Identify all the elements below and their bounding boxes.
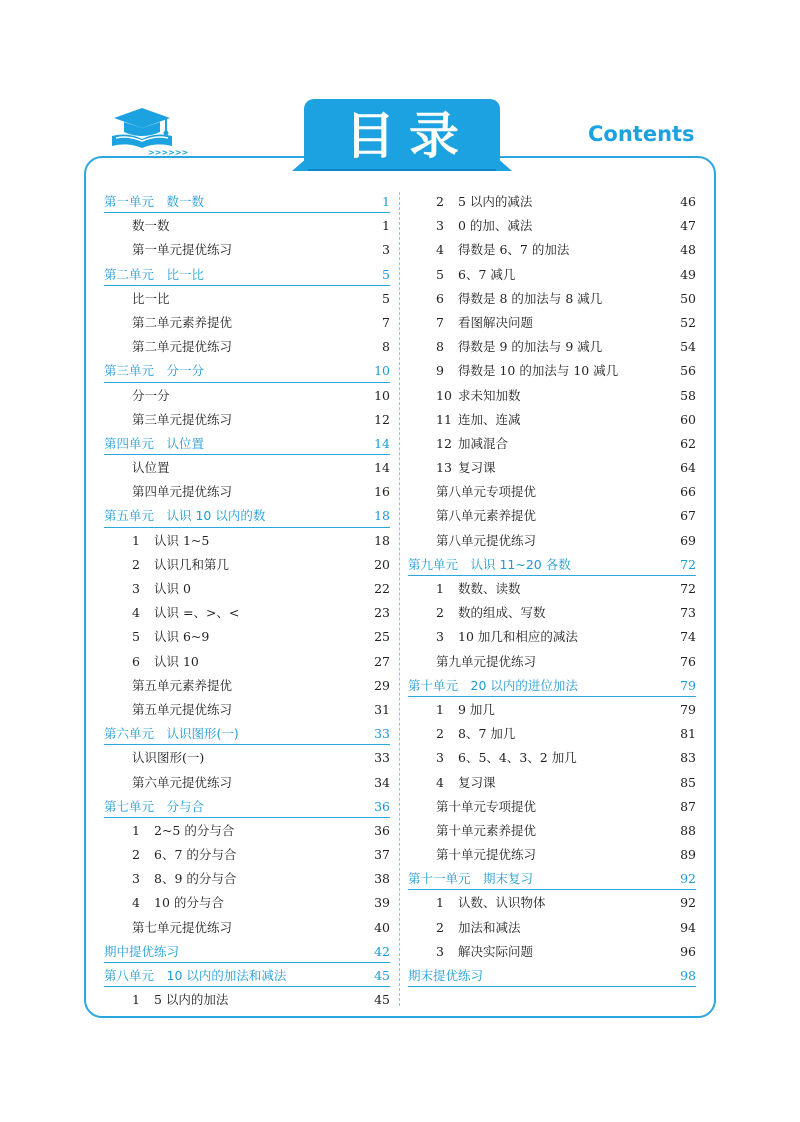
toc-page-number: 36 xyxy=(374,798,390,814)
toc-page-number: 23 xyxy=(374,605,390,621)
toc-page-number: 74 xyxy=(680,629,696,645)
toc-page-number: 72 xyxy=(680,556,696,572)
toc-page-number: 42 xyxy=(374,943,390,959)
toc-entry-number: 3 xyxy=(436,218,444,234)
toc-entry xyxy=(104,625,390,649)
toc-page-number: 5 xyxy=(382,290,390,306)
toc-entry-number: 6 xyxy=(436,290,444,306)
toc-entry-number: 5 xyxy=(436,266,444,282)
toc-entry-number: 2 xyxy=(436,605,444,621)
toc-page-number: 7 xyxy=(382,314,390,330)
toc-page-number: 20 xyxy=(374,556,390,572)
toc-entry-label: 2~5 的分与合 xyxy=(154,822,235,838)
toc-entry-label: 10 的分与合 xyxy=(154,895,224,911)
toc-page-number: 83 xyxy=(680,750,696,766)
toc-entry-label: 第六单元 认识图形(一) xyxy=(104,726,239,742)
toc-entry xyxy=(104,988,390,1012)
toc-entry xyxy=(408,263,696,287)
toc-entry-number: 1 xyxy=(436,701,444,717)
toc-page-number: 79 xyxy=(680,677,696,693)
toc-entry-number: 3 xyxy=(132,581,140,596)
toc-entry xyxy=(104,650,390,674)
toc-entry xyxy=(408,940,696,964)
toc-entry-label: 认识 0 xyxy=(154,581,191,596)
toc-entry-label: 数数、读数 xyxy=(458,581,521,596)
toc-entry-number: 12 xyxy=(436,435,452,451)
toc-entry xyxy=(104,601,390,625)
toc-page-number: 47 xyxy=(680,218,696,234)
toc-entry-label: 数一数 xyxy=(132,218,170,234)
toc-entry-label: 第三单元 分一分 xyxy=(104,363,205,379)
toc-entry-label: 第九单元提优练习 xyxy=(436,653,537,669)
toc-entry-label: 6、7 的分与合 xyxy=(154,847,237,863)
toc-entry-number: 3 xyxy=(436,943,444,959)
toc-entry xyxy=(104,674,390,698)
toc-page-number: 8 xyxy=(382,339,390,355)
toc-entry xyxy=(408,480,696,504)
toc-unit-heading xyxy=(104,263,390,287)
toc-page-number: 96 xyxy=(680,943,696,959)
toc-entry xyxy=(408,916,696,940)
toc-page-number: 66 xyxy=(680,484,696,500)
toc-entry-label: 第八单元专项提优 xyxy=(436,484,537,500)
toc-entry xyxy=(408,529,696,553)
toc-entry xyxy=(104,529,390,553)
toc-entry xyxy=(104,408,390,432)
toc-page-number: 12 xyxy=(374,411,390,427)
toc-entry xyxy=(408,891,696,915)
toc-page-number: 36 xyxy=(374,822,390,838)
toc-entry-label: 加减混合 xyxy=(458,435,509,451)
toc-entry-label: 第七单元 分与合 xyxy=(104,798,205,814)
toc-page-number: 58 xyxy=(680,387,696,403)
toc-entry-label: 第九单元 认识 11~20 各数 xyxy=(408,556,571,572)
toc-entry-number: 11 xyxy=(436,411,452,427)
graduation-cap-book-icon xyxy=(108,106,188,156)
toc-page-number: 52 xyxy=(680,314,696,330)
toc-page-number: 48 xyxy=(680,242,696,258)
toc-entry-number: 13 xyxy=(436,460,452,476)
toc-page-number: 31 xyxy=(374,701,390,717)
toc-entry-label: 0 的加、减法 xyxy=(458,218,533,234)
toc-entry-number: 3 xyxy=(436,750,444,766)
toc-page-number: 50 xyxy=(680,290,696,306)
toc-page-number: 27 xyxy=(374,653,390,669)
toc-entry-label: 期末提优练习 xyxy=(408,968,484,983)
toc-entry xyxy=(408,746,696,770)
toc-unit-heading xyxy=(408,553,696,577)
toc-entry xyxy=(408,190,696,214)
toc-entry-number: 6 xyxy=(132,653,140,669)
toc-page-number: 22 xyxy=(374,581,390,596)
toc-entry xyxy=(408,504,696,528)
toc-entry xyxy=(408,214,696,238)
toc-entry xyxy=(104,867,390,891)
toc-entry-label: 5 以内的减法 xyxy=(458,194,533,209)
toc-page-number: 89 xyxy=(680,847,696,863)
toc-page-number: 73 xyxy=(680,605,696,621)
toc-entry-number: 3 xyxy=(436,629,444,645)
toc-entry-label: 看图解决问题 xyxy=(458,314,534,330)
toc-entry-label: 第一单元 数一数 xyxy=(104,194,205,209)
toc-unit-heading xyxy=(104,722,390,746)
toc-entry-number: 2 xyxy=(436,194,444,209)
contents-heading: Contents xyxy=(588,122,695,146)
toc-entry xyxy=(104,480,390,504)
toc-page-number: 56 xyxy=(680,363,696,379)
toc-entry-label: 第二单元 比一比 xyxy=(104,266,205,282)
toc-entry xyxy=(104,384,390,408)
toc-entry xyxy=(104,553,390,577)
toc-page-number: 3 xyxy=(382,242,390,258)
toc-entry-number: 7 xyxy=(436,314,444,330)
toc-entry-label: 第二单元提优练习 xyxy=(132,339,233,355)
toc-entry-label: 第七单元提优练习 xyxy=(132,919,233,935)
toc-entry-label: 第十单元专项提优 xyxy=(436,798,537,814)
toc-page-number: 39 xyxy=(374,895,390,911)
toc-entry xyxy=(104,698,390,722)
toc-entry xyxy=(408,359,696,383)
toc-entry-label: 8、9 的分与合 xyxy=(154,871,237,887)
toc-entry-number: 1 xyxy=(436,895,444,911)
toc-unit-heading xyxy=(104,359,390,383)
toc-page-number: 69 xyxy=(680,532,696,548)
toc-entry xyxy=(408,819,696,843)
toc-entry-number: 2 xyxy=(132,847,140,863)
page-title: 目录 xyxy=(345,107,473,165)
toc-entry xyxy=(408,795,696,819)
toc-unit-heading xyxy=(104,432,390,456)
toc-entry-label: 求未知加数 xyxy=(458,387,521,403)
toc-page-number: 10 xyxy=(374,387,390,403)
toc-page-number: 92 xyxy=(680,871,696,887)
toc-entry xyxy=(104,214,390,238)
toc-entry-label: 复习课 xyxy=(458,460,496,476)
toc-entry xyxy=(408,335,696,359)
toc-page-number: 40 xyxy=(374,919,390,935)
toc-entry-label: 第四单元 认位置 xyxy=(104,435,205,451)
toc-entry xyxy=(408,432,696,456)
toc-unit-heading xyxy=(408,674,696,698)
toc-entry-label: 第十一单元 期末复习 xyxy=(408,871,534,887)
toc-entry-label: 比一比 xyxy=(132,290,170,306)
toc-entry-number: 9 xyxy=(436,363,444,379)
toc-entry-label: 认识图形(一) xyxy=(132,750,205,766)
toc-entry xyxy=(104,311,390,335)
toc-entry xyxy=(104,456,390,480)
toc-page-number: 37 xyxy=(374,847,390,863)
svg-text:>>>>>>: >>>>>> xyxy=(148,148,188,156)
toc-page-number: 94 xyxy=(680,919,696,935)
toc-unit-heading xyxy=(104,504,390,528)
toc-entry xyxy=(408,650,696,674)
toc-entry-label: 第五单元提优练习 xyxy=(132,701,233,717)
toc-entry-label: 得数是 8 的加法与 8 减几 xyxy=(458,290,603,306)
toc-entry xyxy=(408,698,696,722)
toc-entry-number: 4 xyxy=(436,242,444,258)
toc-page-number: 14 xyxy=(374,460,390,476)
toc-entry-label: 得数是 9 的加法与 9 减几 xyxy=(458,339,603,355)
toc-entry-number: 8 xyxy=(436,339,444,355)
toc-entry xyxy=(104,335,390,359)
toc-page-number: 62 xyxy=(680,435,696,451)
toc-page-number: 18 xyxy=(374,532,390,548)
toc-entry xyxy=(104,287,390,311)
toc-unit-heading xyxy=(408,964,696,988)
toc-entry xyxy=(408,722,696,746)
toc-entry-label: 认识 =、>、< xyxy=(154,605,240,621)
toc-entry-label: 第十单元 20 以内的进位加法 xyxy=(408,677,578,693)
toc-page-number: 18 xyxy=(374,508,390,524)
column-divider xyxy=(399,192,400,1006)
toc-entry-label: 连加、连减 xyxy=(458,411,521,427)
toc-entry xyxy=(408,384,696,408)
toc-entry-label: 认数、认识物体 xyxy=(458,895,546,911)
toc-unit-heading xyxy=(104,795,390,819)
toc-entry-label: 第八单元 10 以内的加法和减法 xyxy=(104,968,287,983)
toc-entry-label: 加法和减法 xyxy=(458,919,521,935)
toc-entry-label: 第八单元提优练习 xyxy=(436,532,537,548)
toc-entry-label: 5 以内的加法 xyxy=(154,992,229,1008)
toc-entry-label: 分一分 xyxy=(132,387,170,403)
toc-page-number: 10 xyxy=(374,363,390,379)
toc-entry-label: 第十单元素养提优 xyxy=(436,822,537,838)
toc-entry-number: 1 xyxy=(436,581,444,596)
toc-page-number: 85 xyxy=(680,774,696,790)
toc-entry-label: 第三单元提优练习 xyxy=(132,411,233,427)
toc-page-number: 49 xyxy=(680,266,696,282)
toc-entry-label: 认识几和第几 xyxy=(154,556,230,572)
toc-entry-label: 第十单元提优练习 xyxy=(436,847,537,863)
toc-entry xyxy=(408,408,696,432)
toc-entry xyxy=(408,456,696,480)
toc-entry xyxy=(408,771,696,795)
toc-entry xyxy=(408,287,696,311)
toc-page-number: 98 xyxy=(680,968,696,983)
toc-entry-number: 10 xyxy=(436,387,452,403)
toc-entry-label: 得数是 10 的加法与 10 减几 xyxy=(458,363,619,379)
toc-page-number: 1 xyxy=(382,194,390,209)
toc-page-number: 33 xyxy=(374,726,390,742)
toc-entry-number: 2 xyxy=(132,556,140,572)
toc-entry xyxy=(408,843,696,867)
toc-page-number: 76 xyxy=(680,653,696,669)
toc-page-number: 25 xyxy=(374,629,390,645)
toc-page-number: 16 xyxy=(374,484,390,500)
toc-entry-number: 2 xyxy=(436,726,444,742)
toc-page-number: 79 xyxy=(680,701,696,717)
toc-right-column xyxy=(408,190,696,988)
toc-entry-label: 第八单元素养提优 xyxy=(436,508,537,524)
toc-entry-number: 5 xyxy=(132,629,140,645)
toc-entry xyxy=(104,746,390,770)
toc-unit-heading xyxy=(104,964,390,988)
toc-entry-label: 期中提优练习 xyxy=(104,943,180,959)
toc-entry-label: 认位置 xyxy=(132,460,170,476)
toc-entry-label: 第四单元提优练习 xyxy=(132,484,233,500)
toc-entry-label: 得数是 6、7 的加法 xyxy=(458,242,570,258)
toc-page-number: 1 xyxy=(382,218,390,234)
toc-page-number: 60 xyxy=(680,411,696,427)
toc-page-number: 72 xyxy=(680,581,696,596)
toc-entry-number: 4 xyxy=(436,774,444,790)
toc-entry-label: 认识 6~9 xyxy=(154,629,210,645)
toc-entry-label: 8、7 加几 xyxy=(458,726,516,742)
toc-entry-label: 9 加几 xyxy=(458,701,495,717)
toc-page-number: 54 xyxy=(680,339,696,355)
title-tab xyxy=(304,99,500,171)
toc-entry-label: 第二单元素养提优 xyxy=(132,314,233,330)
toc-page-number: 88 xyxy=(680,822,696,838)
toc-entry-number: 4 xyxy=(132,605,140,621)
toc-entry-number: 1 xyxy=(132,532,140,548)
toc-page-number: 81 xyxy=(680,726,696,742)
toc-unit-heading xyxy=(104,940,390,964)
toc-page-number: 5 xyxy=(382,266,390,282)
toc-entry-number: 4 xyxy=(132,895,140,911)
toc-entry xyxy=(104,577,390,601)
toc-entry xyxy=(408,625,696,649)
toc-page-number: 87 xyxy=(680,798,696,814)
toc-page-number: 45 xyxy=(374,992,390,1008)
toc-page-number: 67 xyxy=(680,508,696,524)
toc-entry xyxy=(408,238,696,262)
toc-unit-heading xyxy=(408,867,696,891)
toc-entry-label: 10 加几和相应的减法 xyxy=(458,629,578,645)
toc-entry-label: 解决实际问题 xyxy=(458,943,534,959)
toc-entry-label: 6、7 减几 xyxy=(458,266,516,282)
toc-entry xyxy=(408,601,696,625)
toc-left-column xyxy=(104,190,390,1012)
toc-entry xyxy=(408,311,696,335)
toc-entry xyxy=(104,771,390,795)
toc-page-number: 92 xyxy=(680,895,696,911)
toc-unit-heading xyxy=(104,190,390,214)
toc-entry-label: 数的组成、写数 xyxy=(458,605,546,621)
toc-page-number: 64 xyxy=(680,460,696,476)
toc-entry-number: 3 xyxy=(132,871,140,887)
toc-page-number: 45 xyxy=(374,968,390,983)
toc-page-number: 34 xyxy=(374,774,390,790)
toc-entry-label: 第五单元素养提优 xyxy=(132,677,233,693)
toc-entry xyxy=(104,916,390,940)
toc-entry-label: 第一单元提优练习 xyxy=(132,242,233,258)
toc-entry xyxy=(408,577,696,601)
toc-page-number: 46 xyxy=(680,194,696,209)
toc-entry xyxy=(104,238,390,262)
toc-entry-number: 1 xyxy=(132,822,140,838)
toc-entry-label: 认识 1~5 xyxy=(154,532,210,548)
toc-entry-number: 2 xyxy=(436,919,444,935)
toc-page-number: 14 xyxy=(374,435,390,451)
toc-entry xyxy=(104,843,390,867)
toc-page-number: 33 xyxy=(374,750,390,766)
toc-page-number: 38 xyxy=(374,871,390,887)
toc-entry-label: 6、5、4、3、2 加几 xyxy=(458,750,577,766)
toc-page-number: 29 xyxy=(374,677,390,693)
toc-entry-number: 1 xyxy=(132,992,140,1008)
toc-entry xyxy=(104,891,390,915)
toc-entry-label: 第六单元提优练习 xyxy=(132,774,233,790)
toc-entry-label: 第五单元 认识 10 以内的数 xyxy=(104,508,266,524)
toc-entry-label: 复习课 xyxy=(458,774,496,790)
toc-entry xyxy=(104,819,390,843)
toc-entry-label: 认识 10 xyxy=(154,653,199,669)
